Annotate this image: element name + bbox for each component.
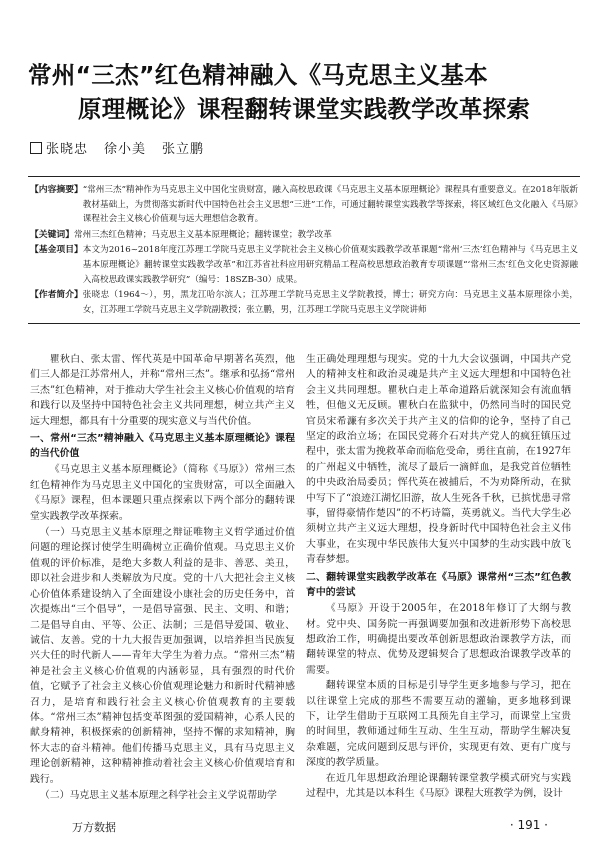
page-number: · 191 · — [509, 818, 548, 832]
author-bio-label: 【作者简介】 — [30, 290, 83, 301]
abstract-label: 【内容摘要】 — [30, 185, 83, 195]
funding-row — [30, 243, 578, 287]
keywords-text: 常州三杰红色精神；马克思主义基本原理概论；翻转课堂；教学改革 — [74, 229, 332, 240]
author-line — [30, 138, 220, 157]
body-paragraph: 《马原》开设于2005年，在2018年修订了大纲与教材。党中央、国务院一再强调要加强和改进新形势下高校思想政治工作，明确提出要改革创新思想政治课教学方法，而翻转课堂的特点、优势及逻辑契合了思想政治课教学改革的需要。 — [306, 603, 571, 676]
author-name: 张立鹏 — [162, 142, 205, 157]
body-paragraph: 瞿秋白、张太雷、恽代英是中国革命早期著名英烈，他们三人都是江苏常州人，并称“常州三杰”。继承和弘扬“常州三杰”红色精神，对于推动大学生社会主义核心价值观的培育和践行以及坚持中国特色社会主义共同理想，树立共产主义远大理想，都具有十分重要的现实意义与当代价值。 — [30, 354, 295, 427]
body-column-right — [306, 352, 571, 801]
author-bio-row — [30, 288, 578, 317]
article-title-line-1: 常州“三杰”红色精神融入《马克思主义基本 — [28, 61, 488, 89]
abstract-text: “常州三杰”精神作为马克思主义中国化宝贵财富，融入高校思政课《马克思主义基本原理概论》课程具有重要意义。在2018年版新教材基础上，为贯彻落实新时代中国特色社会主义思想“三进”工作，可通过翻转课堂实践教学等探索，将区域红色文化融入《马原》课程社会主义核心价值观与远大理想信念教育。 — [82, 185, 578, 225]
author-bio-text: 张晓忠（1964～），男，黑龙江哈尔滨人；江苏理工学院马克思主义学院教授，博士；研究方向：马克思主义基本原理徐小美，女，江苏理工学院马克思主义学院副教授；张立鹏，男，江苏理工学院马克思主义学院讲师 — [82, 290, 578, 315]
abstract-box — [28, 176, 580, 324]
subsection-paragraph: （一）马克思主义基本原理之辩证唯物主义哲学通过价值问题的理论探讨使学生明确树立正确价值观。马克思主义价值观的评价标准，是绝大多数人利益的是非、善恶、美丑，即以社会进步和人类解放为尺度。党的十八大把社会主义核心价值体系建设纳入了全面建设小康社会的历史任务中，首次提炼出“三个倡导”，一是倡导富强、民主、文明、和谐；二是倡导自由、平等、公正、法制；三是倡导爱国、敬业、诚信、友善。党的十九大报告更加强调，以培养担当民族复兴大任的时代新人——青年大学生为着力点。“常州三杰”精神是社会主义核心价值观的内涵彰显，具有强烈的时代价值，它赋予了社会主义核心价值观理论魅力和新时代精神感召力，是培育和践行社会主义核心价值观教育的主要载体。“常州三杰”精神包括变革图强的爱国精神，心系人民的献身精神，积极探索的创新精神，坚持不懈的求知精神，胸怀大志的奋斗精神。他们传播马克思主义，具有马克思主义理论创新精神，这种精神推动着社会主义核心价值观培育和践行。 — [30, 527, 295, 785]
subsection-paragraph: （二）马克思主义基本原理之科学社会主义学说帮助学 — [39, 789, 277, 801]
keywords-row — [30, 228, 578, 243]
author-name: 徐小美 — [104, 142, 147, 157]
footer-source: 万方数据 — [72, 821, 116, 834]
section-heading: 二、翻转课堂实践教学改革在《马原》课常州“三杰”红色教育中的尝试 — [306, 571, 571, 598]
author-name: 张晓忠 — [46, 142, 89, 157]
article-title-line-2: 原理概论》课程翻转课堂实践教学改革探索 — [78, 95, 531, 123]
body-paragraph: 生正确处理理想与现实。党的十九大会议强调，中国共产党人的精神支柱和政治灵魂是共产主义远大理想和中国特色社会主义共同理想。瞿秋白走上革命道路后就深知会有流血牺牲，但他义无反顾。瞿秋白在监狱中，仍然同当时的国民党官员宋希濂有多次关于共产主义的信仰的论争，坚持了自己坚定的政治立场；在国民党蒋介石对共产党人的疯狂镇压过程中，张太雷为挽救革命而临危受命，勇往直前，在1927年的广州起义中牺牲，流尽了最后一滴鲜血，是我党首位牺牲的中央政治局委员；恽代英在被捕后，不为劝降所动，在狱中写下了“浪迹江湖忆旧游，故人生死各千秋，已摈忧患寻常事，留得豪情作楚囚”的不朽诗篇，英勇就义。当代大学生必须树立共产主义远大理想，投身新时代中国特色社会主义伟大事业，在实现中华民族伟大复兴中国梦的生动实践中放飞青春梦想。 — [306, 354, 571, 566]
funding-label: 【基金项目】 — [30, 245, 83, 256]
author-marker-box — [30, 142, 42, 154]
body-column-left — [30, 352, 295, 803]
section-heading: 一、常州“三杰”精神融入《马克思主义基本原理概论》课程的当代价值 — [30, 433, 295, 460]
body-paragraph: 在近几年思想政治理论课翻转课堂教学模式研究与实践过程中，尤其是以本科生《马原》课程大班教学为例，设计 — [306, 772, 571, 799]
funding-text: 本文为2016~2018年度江苏理工学院马克思主义学院社会主义核心价值观实践教学改革课题“常州‘三杰’红色精神与《马克思主义基本原理概论》翻转课堂实践教学改革”和江苏省社科应用研究精品工程高校思想政治教育专项课题“‘常州三杰’红色文化史资源融入高校思政课实践教学研究”（编号：18SZB-30）成果。 — [82, 245, 578, 285]
body-paragraph: 翻转课堂本质的目标是引导学生更多地参与学习，把在以往课堂上完成的那些不需要互动的灌输，更多地移到课下，让学生借助于互联网工具预先自主学习，而课堂上宝贵的时间里，教师通过师生互动、生生互动，帮助学生解决复杂难题，完成问题到反思与评价，实现更有效、更有广度与深度的教学质量。 — [306, 680, 571, 769]
article-title — [28, 58, 576, 126]
abstract-row — [30, 183, 578, 227]
keywords-label: 【关键词】 — [30, 229, 74, 240]
body-paragraph: 《马克思主义基本原理概论》（简称《马原》）常州三杰红色精神作为马克思主义中国化的宝贵财富，可以全面融入《马原》课程，但本课题只重点探索以下两个部分的翻转课堂实践教学改革探索。 — [30, 464, 295, 522]
